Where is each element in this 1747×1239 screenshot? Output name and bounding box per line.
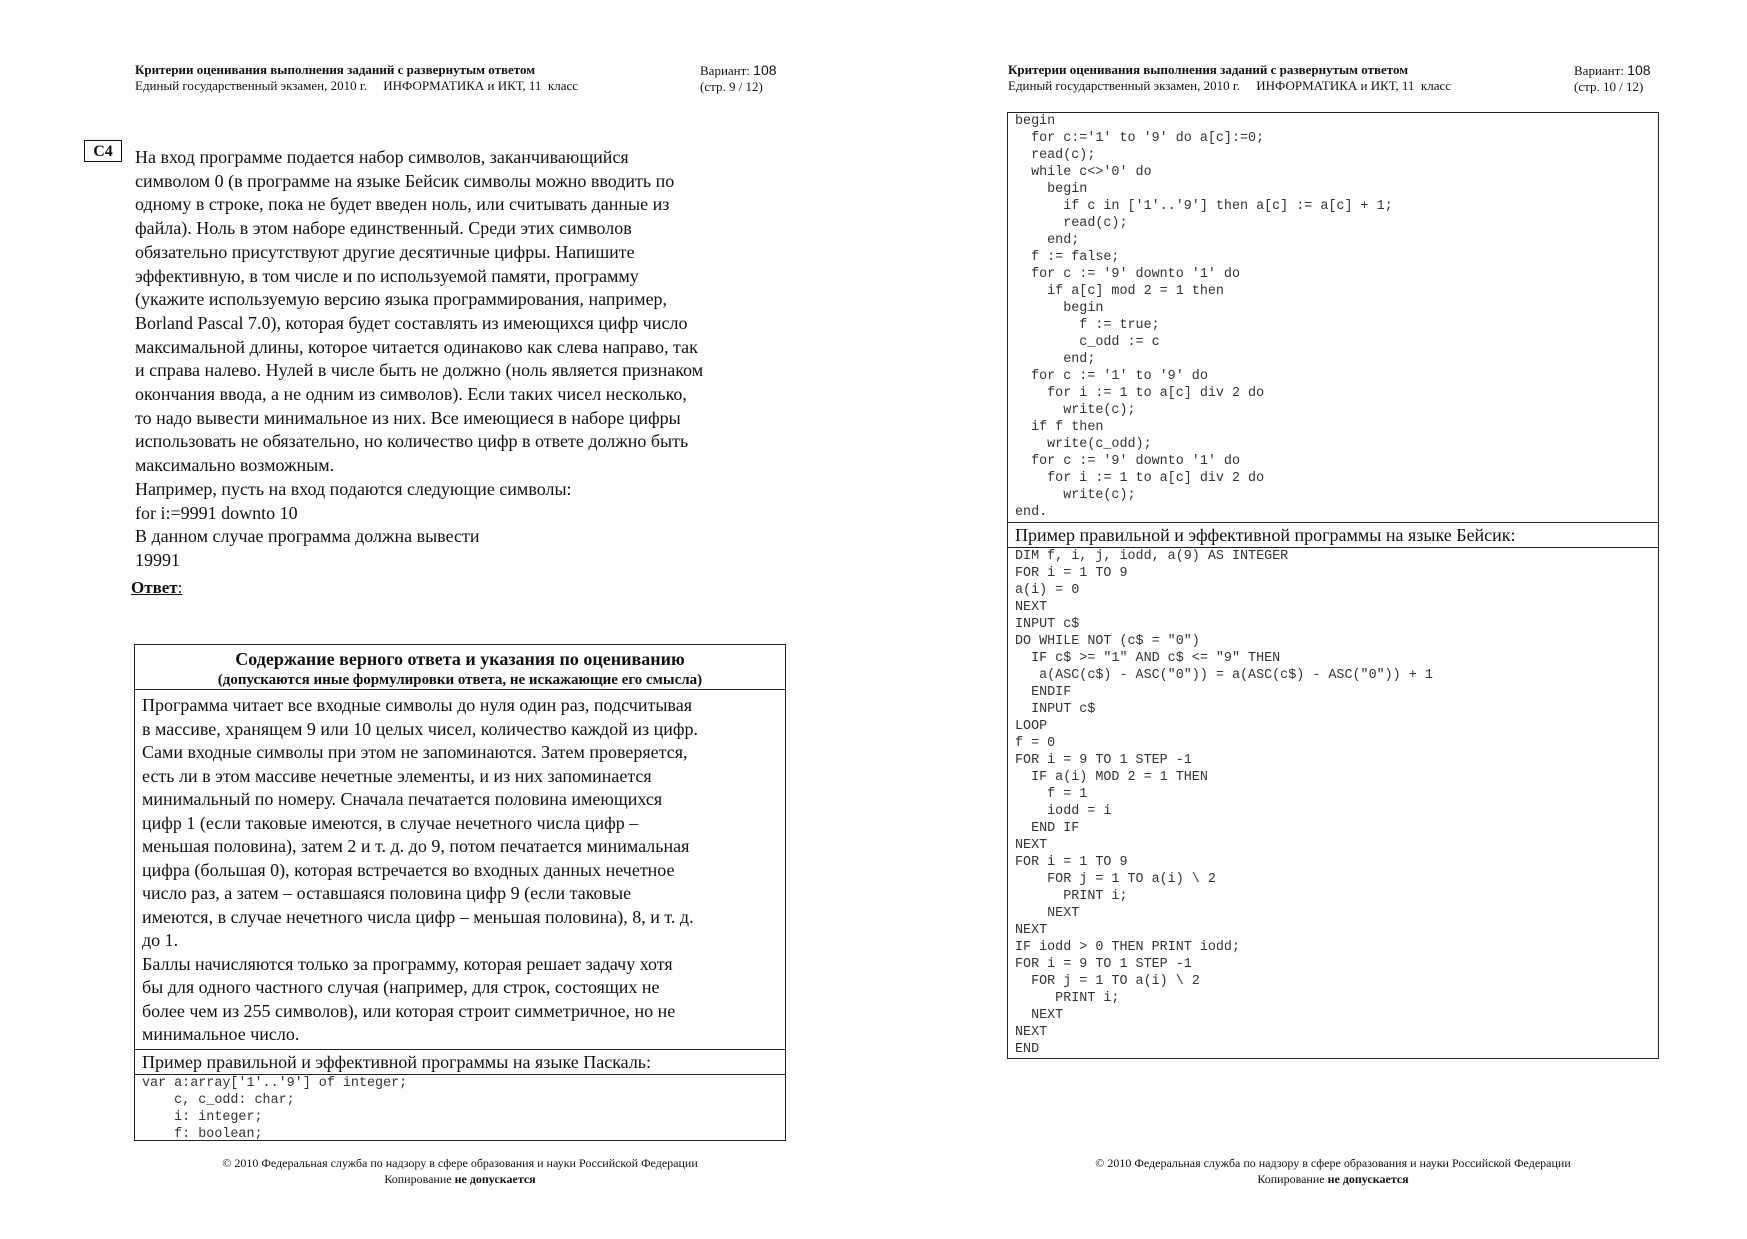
task-line: файла). Ноль в этом наборе единственный. Среди этих символов [135,218,632,239]
criteria-box [134,644,786,1141]
page-header [1008,62,1451,94]
criteria-caption [135,645,785,690]
task-line: окончания ввода, а не одним из символов). Если таких чисел несколько, [135,384,687,405]
task-line: одному в строке, пока не будет введен ноль, или считывать данные из [135,194,670,215]
criteria-line: минимальный по номеру. Сначала печатается половина имеющихся [142,789,663,809]
page-footer [1007,1155,1659,1187]
task-line: (укажите используемую версию языка программирования, например, [135,289,668,310]
page-9 [0,0,873,1239]
header-exam: Единый государственный экзамен, 2010 г. ИНФОРМАТИКА и ИКТ, 11 класс [135,78,579,93]
task-line: использовать не обязательно, но количество цифр в ответе должно быть [135,431,689,452]
task-id-badge: С4 [84,140,122,162]
header-title: Критерии оценивания выполнения заданий с развернутым ответом [1008,62,1409,77]
code-box [1007,112,1659,1059]
criteria-line: Сами входные символы при этом не запоминаются. Затем проверяется, [142,742,688,762]
criteria-line: цифр 1 (если таковые имеются, в случае нечетного числа цифр – [142,812,639,833]
criteria-line: меньшая половина), затем 2 и т. д. до 9, потом печатается минимальная [142,836,690,856]
page-number: (стр. 9 / 12) [700,79,763,94]
criteria-line: Баллы начисляются только за программу, которая решает задачу хотя [142,953,673,974]
pascal-code-part1: var a:array['1'..'9'] of integer; c, c_odd: char; i: integer; f: boolean; [142,1075,408,1142]
variant-label: Вариант: [1574,63,1628,78]
task-line: На вход программе подается набор символов, заканчивающийся [135,147,629,167]
header-exam: Единый государственный экзамен, 2010 г. ИНФОРМАТИКА и ИКТ, 11 класс [1008,78,1452,93]
criteria-title: Содержание верного ответа и указания по оцениванию [235,649,685,669]
page-header-right [700,62,777,95]
variant-number: 108 [1627,62,1651,78]
criteria-line: до 1. [142,930,179,950]
page-number: (стр. 10 / 12) [1574,79,1644,94]
criteria-line: число раз, а затем – оставшаяся половина цифр 9 (если таковые [142,883,632,903]
task-line: максимально возможным. [135,455,335,476]
criteria-line: минимальное число. [142,1024,300,1044]
answer-label: Ответ: [131,578,183,597]
criteria-line: бы для одного частного случая (например, для строк, состоящих не [142,977,660,997]
criteria-line: более чем из 255 символов), или которая строит симметричное, но не [142,1000,676,1021]
task-line: и справа налево. Нулей в числе быть не должно (ноль является признаком [135,360,704,381]
task-line: то надо вывести минимальное из них. Все имеющиеся в наборе цифры [135,407,681,428]
task-line: эффективную, в том числе и по используемой памяти, программу [135,265,639,286]
example-output-intro: В данном случае программа должна вывести [135,526,480,547]
basic-example-title: Пример правильной и эффективной программы на языке Бейсик: [1008,522,1658,548]
pascal-code-part2: begin for c:='1' to '9' do a[c]:=0; read(c); while c<>'0' do begin if c in ['1'..'9'] then a[c] := a[c] + 1; read(c); end; f := false; for c := '9' downto '1' do if a[c] mod 2 = 1 then begin f := true; c_odd := c end; for c := '1' to '9' do for i := 1 to a[c] div 2 do write(c); if f then write(c_odd); for c := '9' downto '1' do for i := 1 to a[c] div 2 do write(c); end. [1015,114,1393,520]
task-line: обязательно присутствуют другие десятичные цифры. Напишите [135,241,635,262]
criteria-line: имеются, в случае нечетного числа цифр – меньшая половина), 8, и т. д. [142,906,694,927]
task-text [135,146,785,573]
example-intro: Например, пусть на вход подаются следующие символы: [135,478,572,499]
footer-copy-note: Копирование не допускается [384,1172,536,1186]
task-line: Borland Pascal 7.0), которая будет составлять из имеющихся цифр число [135,312,688,333]
criteria-text [135,690,785,1049]
variant-label: Вариант: [700,63,754,78]
pascal-example-title: Пример правильной и эффективной программы на языке Паскаль: [135,1049,785,1075]
criteria-line: Программа читает все входные символы до нуля один раз, подсчитывая [142,695,692,715]
criteria-line: цифра (большая 0), которая встречается во входных данных нечетное [142,859,675,880]
page-footer [134,1155,786,1187]
footer-copyright: © 2010 Федеральная служба по надзору в сфере образования и науки Российской Федерации [1095,1156,1571,1170]
criteria-line: в массиве, хранящем 9 или 10 целых чисел, количество каждой из цифр. [142,718,698,739]
page-header [135,62,578,94]
example-input: for i:=9991 downto 10 [135,502,298,523]
page-header-right [1574,62,1651,95]
footer-copy-note: Копирование не допускается [1257,1172,1409,1186]
example-output: 19991 [135,549,180,570]
criteria-line: есть ли в этом массиве нечетные элементы, и из них запоминается [142,765,652,786]
task-line: символом 0 (в программе на языке Бейсик символы можно вводить по [135,170,675,191]
page-10 [873,0,1747,1239]
criteria-subtitle: (допускаются иные формулировки ответа, не искажающие его смысла) [217,672,703,688]
variant-number: 108 [753,62,777,78]
basic-code: DIM f, i, j, iodd, a(9) AS INTEGER FOR i = 1 TO 9 a(i) = 0 NEXT INPUT c$ DO WHILE NOT (c$ = "0") IF c$ >= "1" AND c$ <= "9" THEN a(ASC(c$) - ASC("0")) = a(ASC(c$) - ASC("0")) + 1 ENDIF INPUT c$ LOOP f = 0 FOR i = 9 TO 1 STEP -1 IF a(i) MOD 2 = 1 THEN f = 1 iodd = i END IF NEXT FOR i = 1 TO 9 FOR j = 1 TO a(i) \ 2 PRINT i; NEXT NEXT IF iodd > 0 THEN PRINT iodd; FOR i = 9 TO 1 STEP -1 FOR j = 1 TO a(i) \ 2 PRINT i; NEXT NEXT END [1015,549,1433,1057]
task-line: максимальной длины, которое читается одинаково как слева направо, так [135,336,698,357]
header-title: Критерии оценивания выполнения заданий с развернутым ответом [135,62,536,77]
footer-copyright: © 2010 Федеральная служба по надзору в сфере образования и науки Российской Федерации [222,1156,698,1170]
